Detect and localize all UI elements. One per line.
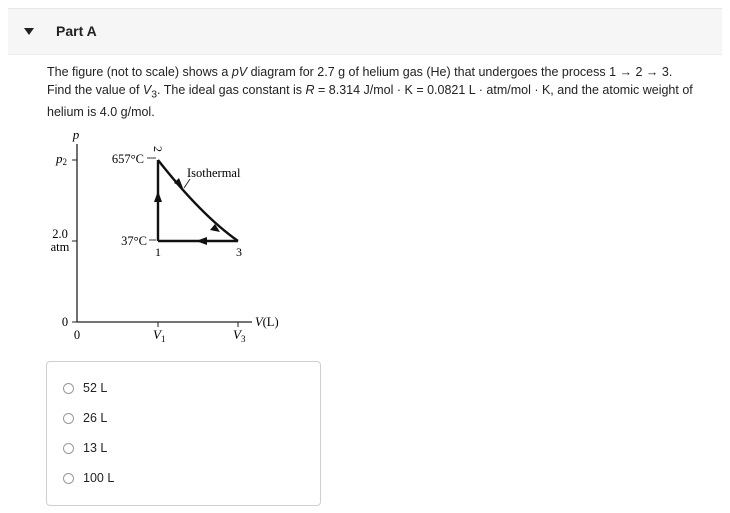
question-text	[47, 64, 727, 121]
radio-button-icon[interactable]	[63, 413, 74, 424]
part-title: Part A	[56, 23, 97, 39]
question-segment: diagram for 2.7 g of helium gas (He) that undergoes the process 1 → 2 → 3.	[247, 65, 673, 79]
v1-label: $V_1$	[153, 327, 166, 344]
part-header[interactable]	[8, 9, 722, 55]
choice-label: 100 L	[83, 471, 115, 485]
variable-pv: pV	[231, 65, 248, 79]
radio-button-icon[interactable]	[63, 473, 74, 484]
p-axis-label: p	[72, 127, 80, 142]
choice-option[interactable]	[63, 378, 107, 398]
point-3-label: 3	[236, 245, 242, 259]
p2-label: p2	[56, 151, 67, 167]
point-2-label: 2	[151, 146, 165, 152]
question-segment: . The ideal gas constant is	[157, 82, 306, 97]
t-low-label: 37°C	[121, 234, 147, 248]
question-segment: = 8.314 J/mol · K = 0.0821 L · atm/mol · K, and the atomic weight of	[314, 82, 693, 97]
caret-down-icon[interactable]	[24, 28, 34, 36]
variable-v3: V	[142, 82, 152, 97]
v-axis-label: V(L)	[255, 315, 279, 329]
choice-option[interactable]	[63, 438, 107, 458]
t-high-label: 657°C	[111, 152, 144, 166]
question-segment: The figure (not to scale) shows a	[47, 65, 232, 79]
pressure-value: 2.0	[52, 227, 68, 241]
subscript-3: 3	[151, 89, 158, 100]
arrow-up-icon	[154, 191, 162, 202]
arrow-left-icon	[196, 237, 207, 245]
choice-option[interactable]	[63, 468, 114, 488]
radio-button-icon[interactable]	[63, 383, 74, 394]
isothermal-leader	[184, 179, 190, 188]
choice-label: 52 L	[83, 381, 108, 395]
question-segment: helium is 4.0 g/mol.	[47, 104, 155, 119]
answer-choices	[46, 361, 321, 506]
zero-y-label: 0	[61, 315, 69, 329]
pv-diagram	[40, 125, 310, 355]
choice-label: 13 L	[83, 441, 108, 455]
isothermal-label: Isothermal	[187, 166, 241, 180]
choice-label: 26 L	[83, 411, 108, 425]
radio-button-icon[interactable]	[63, 443, 74, 454]
choice-option[interactable]	[63, 408, 107, 428]
zero-x-label: 0	[73, 328, 81, 342]
pressure-unit: atm	[50, 240, 70, 254]
variable-r: R	[305, 82, 315, 97]
v3-label: $V_3$	[233, 327, 246, 344]
question-segment: Find the value of	[47, 82, 143, 97]
point-1-label: 1	[155, 245, 161, 259]
